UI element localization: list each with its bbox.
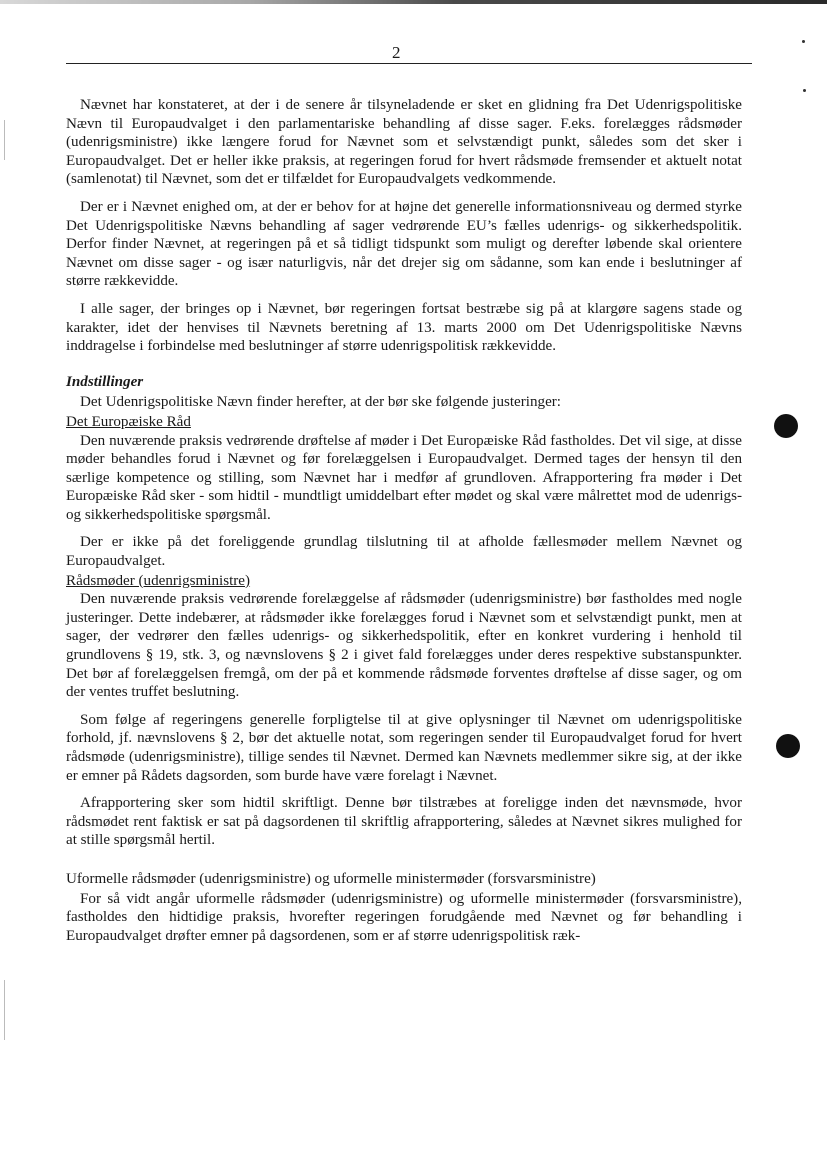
binder-hole-mark [774, 414, 798, 438]
page-number: 2 [392, 43, 401, 62]
header-rule [66, 63, 752, 64]
scan-artifact-line [4, 980, 5, 1040]
binder-hole-mark [776, 734, 800, 758]
subsection-title-europaeiske-raad: Det Europæiske Råd [66, 413, 191, 430]
paragraph-aktuelt-notat: Som følge af regeringens generelle forpligtelse til at give oplysninger til Nævnet om udenrigspolitiske forhold, jf. nævnslovens § 2, bør det aktuelle notat, som regeringen sender til Europaudvalget forud for hvert rådsmøde (udenrigsministre), tillige sendes til Nævnet. Dermed kan Nævnets medlemmer sikre sig, at der ikke er emner på Rådets dagsorden, som burde have være forelagt i Nævnet. [66, 711, 742, 784]
scan-speck [802, 40, 805, 43]
section-heading: Indstillinger [66, 373, 144, 390]
subsection-title-raadsmoeder: Rådsmøder (udenrigsministre) [66, 572, 251, 589]
paragraph-sagens-stade: I alle sager, der bringes op i Nævnet, bør regeringen fortsat bestræbe sig på at klargøre sagens stade og karakter, idet der henvises til Nævnets beretning af 13. marts 2000 om Det Udenrigspolitiske Nævns inddragelse i forbindelse med beslutninger af større udenrigspolitisk rækkevidde. [66, 300, 742, 355]
scan-speck [803, 89, 806, 92]
scan-artifact-line [4, 120, 5, 160]
paragraph-afrapportering: Afrapportering sker som hidtil skriftligt. Denne bør tilstræbes at foreligge inden det nævnsmøde, hvor rådsmødet rent faktisk er sat på dagsordenen til skriftlig afrapportering, således at Nævnet sikres mulighed for at stille spørgsmål hertil. [66, 795, 742, 849]
subsection-title-uformelle-moeder: Uformelle rådsmøder (udenrigsministre) og uformelle ministermøder (forsvarsministre) [66, 870, 596, 887]
document-body [66, 96, 742, 954]
paragraph-informationsniveau: Der er i Nævnet enighed om, at der er behov for at højne det generelle informationsniveau og dermed styrke Det Udenrigspolitiske Nævns behandling af sager vedrørende EU’s fælles udenrigs- og sikkerhedspolitik. Derfor finder Nævnet, at regeringen på et så tidligt tidspunkt som muligt og derefter løbende skal orientere Nævnet om disse sager - og især naturligvis, når det drejer sig om sådanne, som kan ende i beslutninger af større rækkevidde. [66, 198, 742, 290]
paragraph-faellesmoeder: Der er ikke på det foreliggende grundlag tilslutning til at afholde fællesmøder mellem Nævnet og Europaudvalget. [66, 534, 742, 570]
paragraph-glidning: Nævnet har konstateret, at der i de senere år tilsyneladende er sket en glidning fra Det Udenrigspolitiske Nævn til Europaudvalget i den parlamentariske behandling af disse sager. F.eks. forelægges rådsmøder (udenrigsministre) ikke længere forud for Nævnet som et selvstændigt punkt, således som det sker i Europaudvalget. Det er heller ikke praksis, at regeringen forud for hvert rådsmøde fremsender et aktuelt notat (samlenotat) til Nævnet, som det er tilfældet for Europaudvalgets vedkommende. [66, 97, 742, 188]
paragraph-europaeiske-raad-praksis: Den nuværende praksis vedrørende drøftelse af møder i Det Europæiske Råd fastholdes. Det vil sige, at disse møder behandles forud i Nævnet og før forelæggelsen i Europaudvalget. Dermed tages der hensyn til den særlige kompetence og stilling, som Nævnet har i medfør af grundloven. Afrapportering fra møder i Det Europæiske Råd sker - som hidtil - mundtligt umiddelbart efter mødet og skal være målrettet mod de udenrigs- og sikkerhedspolitiske spørgsmål. [66, 432, 742, 523]
scan-top-edge [0, 0, 827, 4]
paragraph-raadsmoeder-praksis: Den nuværende praksis vedrørende forelæggelse af rådsmøder (udenrigsministre) bør fastholdes med nogle justeringer. Dette indebærer, at rådsmøder ikke forelægges forud i Nævnet som et selvstændigt punkt, men at sager, der vedrører den fælles udenrigs- og sikkerhedspolitik, efter en konkret vurdering i henhold til grundlovens § 19, stk. 3, og nævnslovens § 2 i givet fald forelægges under deres respektive substanspunkter. Det bør af forelæggelsen fremgå, om der på et kommende rådsmøde forventes drøftelse af disse sager, og om der ventes truffet beslutning. [66, 591, 742, 701]
paragraph-uformelle-moeder: For så vidt angår uformelle rådsmøder (udenrigsministre) og uformelle ministermøder (forsvarsministre), fastholdes den hidtidige praksis, hvorefter regeringen forudgående med Nævnet og før behandling i Europaudvalget drøfter emner på dagsordenen, som er af større udenrigspolitisk ræk- [66, 890, 742, 944]
section-intro: Det Udenrigspolitiske Nævn finder herefter, at der bør ske følgende justeringer: [80, 394, 561, 411]
